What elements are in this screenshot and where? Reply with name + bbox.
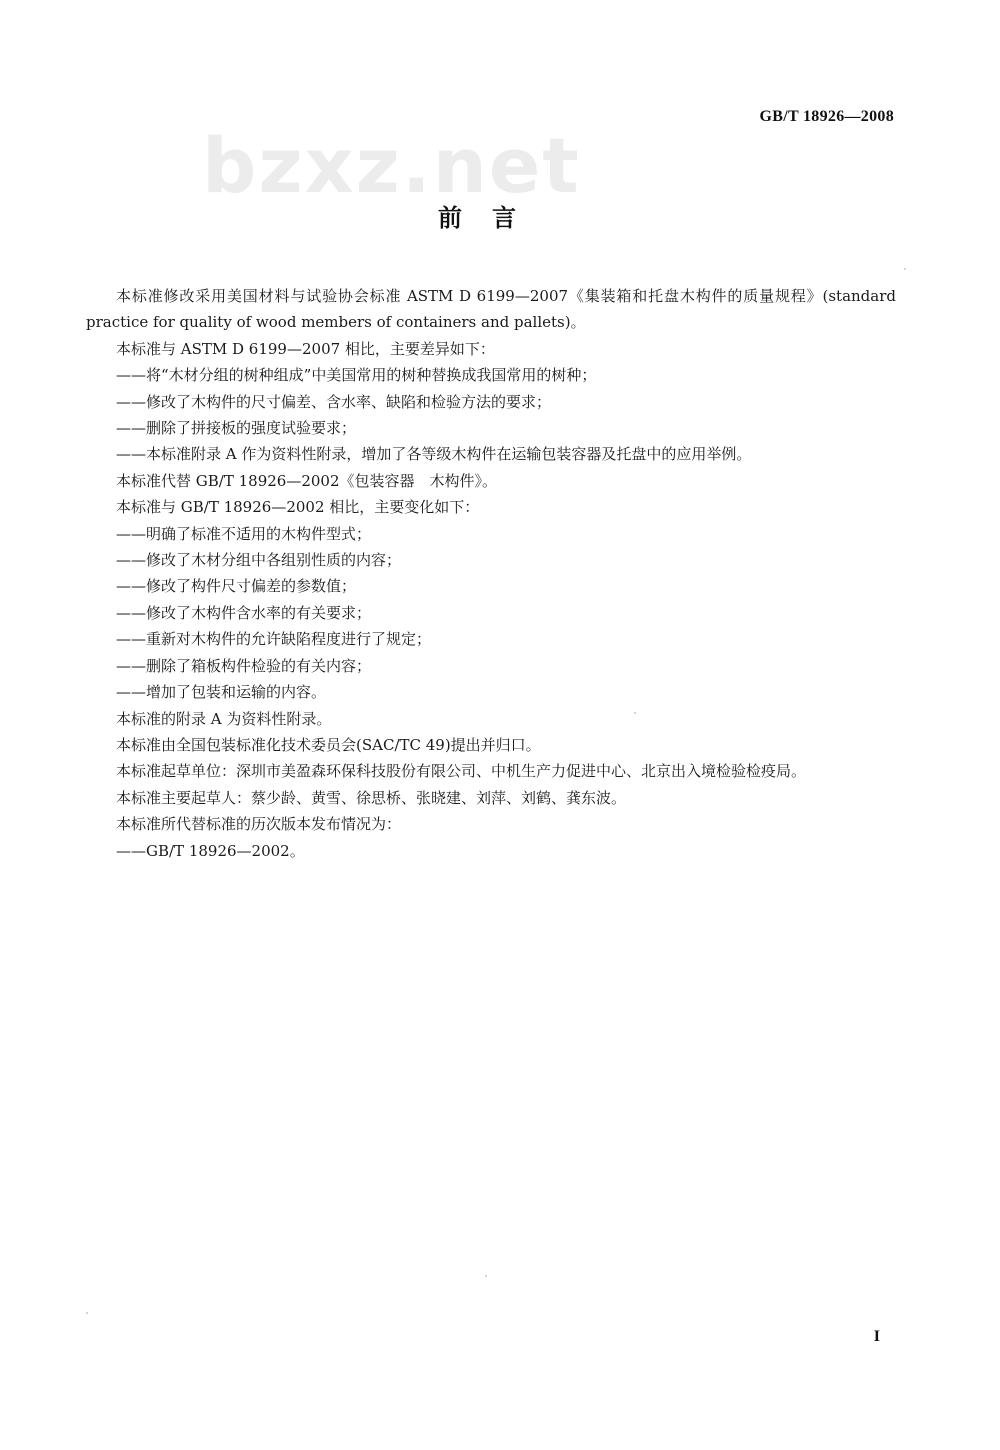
paragraph-differences-intro: 本标准与 ASTM D 6199—2007 相比，主要差异如下： (116, 339, 495, 358)
list-item: ——修改了木构件的尺寸偏差、含水率、缺陷和检验方法的要求； (116, 392, 552, 411)
list-item: ——重新对木构件的允许缺陷程度进行了规定； (116, 630, 432, 649)
list-item: ——删除了箱板构件检验的有关内容； (116, 656, 372, 675)
foreword-body (86, 283, 896, 864)
scan-speck (485, 1275, 487, 1277)
list-item: ——将“木材分组的树种组成”中美国常用的树种替换成我国常用的树种； (116, 366, 597, 385)
page-number: I (873, 1328, 880, 1345)
paragraph-adoption: 本标准修改采用美国材料与试验协会标准 ASTM D 6199—2007《集装箱和托盘木构件的质量规程》(standard practice for quality of wood members of containers and pallets)。 (86, 287, 896, 332)
list-item: ——明确了标准不适用的木构件型式； (116, 524, 372, 543)
watermark: bzxz.net (202, 121, 581, 210)
paragraph-history-intro: 本标准所代替标准的历次版本发布情况为： (116, 815, 402, 834)
paragraph-drafters: 本标准主要起草人：蔡少龄、黄雪、徐思桥、张晓建、刘萍、刘鹤、龚东波。 (116, 788, 627, 807)
list-item: ——删除了拼接板的强度试验要求； (116, 419, 357, 438)
list-item: ——本标准附录 A 作为资料性附录，增加了各等级木构件在运输包装容器及托盘中的应用举例。 (116, 445, 752, 464)
paragraph-appendix: 本标准的附录 A 为资料性附录。 (116, 709, 332, 728)
list-item: ——修改了木构件含水率的有关要求； (116, 603, 372, 622)
standard-code: GB/T 18926—2008 (759, 108, 894, 125)
list-item: ——GB/T 18926—2002。 (116, 841, 305, 860)
scan-speck (634, 712, 636, 714)
page-title: 前言 (438, 204, 546, 232)
list-item: ——修改了构件尺寸偏差的参数值； (116, 577, 357, 596)
paragraph-drafting-units: 本标准起草单位：深圳市美盈森环保科技股份有限公司、中机生产力促进中心、北京出入境检验检疫局。 (116, 762, 807, 781)
scan-speck (86, 1312, 88, 1314)
paragraph-changes-intro: 本标准与 GB/T 18926—2002 相比，主要变化如下： (116, 498, 480, 517)
paragraph-proposer: 本标准由全国包装标准化技术委员会(SAC/TC 49)提出并归口。 (116, 735, 541, 754)
scan-speck (904, 268, 906, 270)
list-item: ——增加了包装和运输的内容。 (116, 683, 327, 702)
list-item: ——修改了木材分组中各组别性质的内容； (116, 551, 402, 570)
paragraph-replaces: 本标准代替 GB/T 18926—2002《包装容器 木构件》。 (116, 471, 497, 490)
